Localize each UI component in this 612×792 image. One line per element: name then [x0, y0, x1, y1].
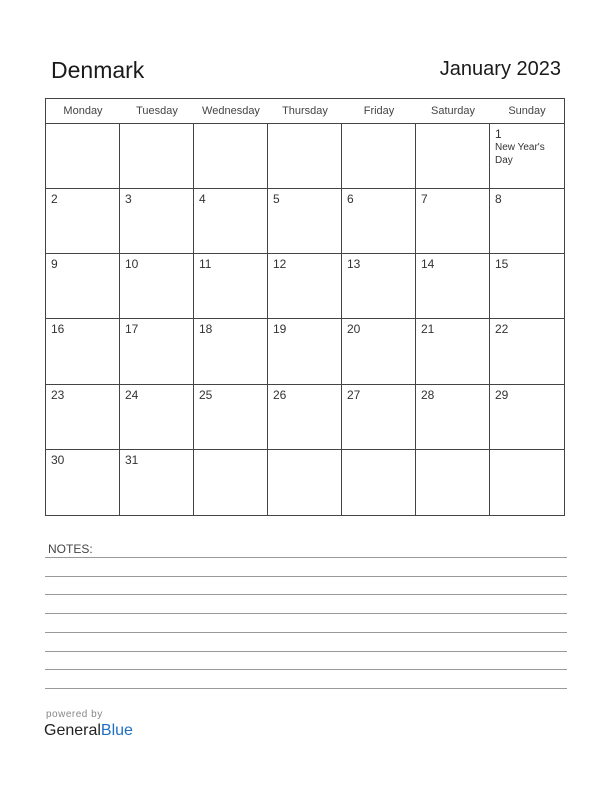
day-number: 9 [51, 257, 58, 272]
day-cell [342, 319, 416, 384]
day-cell [490, 189, 564, 254]
day-number: 4 [199, 192, 206, 207]
day-cell [268, 319, 342, 384]
day-number: 10 [125, 257, 139, 272]
day-cell [490, 385, 564, 450]
day-number: 26 [273, 387, 287, 402]
day-number: 13 [347, 257, 361, 272]
day-number: 19 [273, 322, 287, 337]
month-year-title: January 2023 [439, 58, 561, 80]
day-number: 27 [347, 387, 361, 402]
day-number: 21 [421, 322, 435, 337]
day-number: 31 [125, 452, 139, 467]
day-cell [46, 385, 120, 450]
day-number: 7 [421, 192, 428, 207]
day-number: 5 [273, 192, 280, 207]
day-number: 25 [199, 387, 213, 402]
weekday-monday: Monday [63, 105, 103, 117]
notes-label: NOTES: [48, 542, 93, 556]
notes-line [45, 632, 567, 633]
day-number: 30 [51, 452, 65, 467]
day-cell [46, 254, 120, 319]
notes-line [45, 688, 567, 689]
day-cell [194, 189, 268, 254]
day-cell [120, 450, 194, 515]
country-title: Denmark [51, 57, 145, 83]
day-cell [490, 450, 564, 515]
day-number: 23 [51, 387, 65, 402]
day-cell [416, 450, 490, 515]
day-cell [416, 319, 490, 384]
weekday-thursday: Thursday [282, 105, 328, 117]
brand-blue-text: Blue [100, 722, 133, 739]
powered-by-text: powered by [46, 709, 103, 720]
day-cell [268, 450, 342, 515]
day-cell [120, 254, 194, 319]
day-cell [490, 124, 564, 189]
day-number: 14 [421, 257, 435, 272]
day-cell [194, 254, 268, 319]
day-cell [416, 124, 490, 189]
day-cell [46, 319, 120, 384]
day-cell [194, 385, 268, 450]
calendar-grid [45, 98, 565, 516]
calendar-days [46, 124, 564, 515]
day-cell [342, 450, 416, 515]
day-cell [268, 254, 342, 319]
weekday-friday: Friday [363, 105, 395, 117]
weekday-tuesday: Tuesday [136, 105, 178, 117]
day-number: 17 [125, 322, 139, 337]
day-cell [416, 189, 490, 254]
weekday-wednesday: Wednesday [202, 105, 260, 117]
holiday-label: New Year's Day [495, 142, 545, 166]
day-cell [490, 254, 564, 319]
day-cell [342, 385, 416, 450]
day-number: 24 [125, 387, 139, 402]
day-cell [194, 124, 268, 189]
notes-line [45, 557, 567, 558]
day-number: 6 [347, 192, 354, 207]
day-cell [194, 450, 268, 515]
notes-line [45, 576, 567, 577]
day-number: 1 [495, 127, 502, 141]
brand-general-text: General [44, 722, 101, 739]
day-number: 2 [51, 192, 58, 207]
weekday-saturday: Saturday [430, 105, 476, 117]
day-number: 11 [199, 257, 212, 272]
notes-line [45, 594, 567, 595]
day-number: 16 [51, 322, 65, 337]
notes-line [45, 651, 567, 652]
day-number: 29 [495, 387, 509, 402]
day-cell [194, 319, 268, 384]
notes-line [45, 669, 567, 670]
day-number: 12 [273, 257, 287, 272]
day-cell [342, 124, 416, 189]
day-cell [268, 385, 342, 450]
weekday-header-row [46, 99, 564, 124]
day-number: 20 [347, 322, 361, 337]
day-number: 15 [495, 257, 509, 272]
day-cell [268, 124, 342, 189]
day-cell [120, 124, 194, 189]
day-cell [268, 189, 342, 254]
day-cell [120, 385, 194, 450]
day-cell [342, 189, 416, 254]
brand-logo [44, 721, 133, 741]
day-cell [46, 450, 120, 515]
weekday-sunday: Sunday [508, 105, 546, 117]
day-number: 8 [495, 192, 502, 207]
day-number: 22 [495, 322, 509, 337]
day-cell [416, 385, 490, 450]
day-cell [120, 319, 194, 384]
day-number: 28 [421, 387, 435, 402]
day-number: 18 [199, 322, 213, 337]
day-cell [46, 189, 120, 254]
day-cell [416, 254, 490, 319]
day-number: 3 [125, 192, 132, 207]
day-cell [120, 189, 194, 254]
day-cell [46, 124, 120, 189]
day-cell [490, 319, 564, 384]
day-cell [342, 254, 416, 319]
notes-line [45, 613, 567, 614]
